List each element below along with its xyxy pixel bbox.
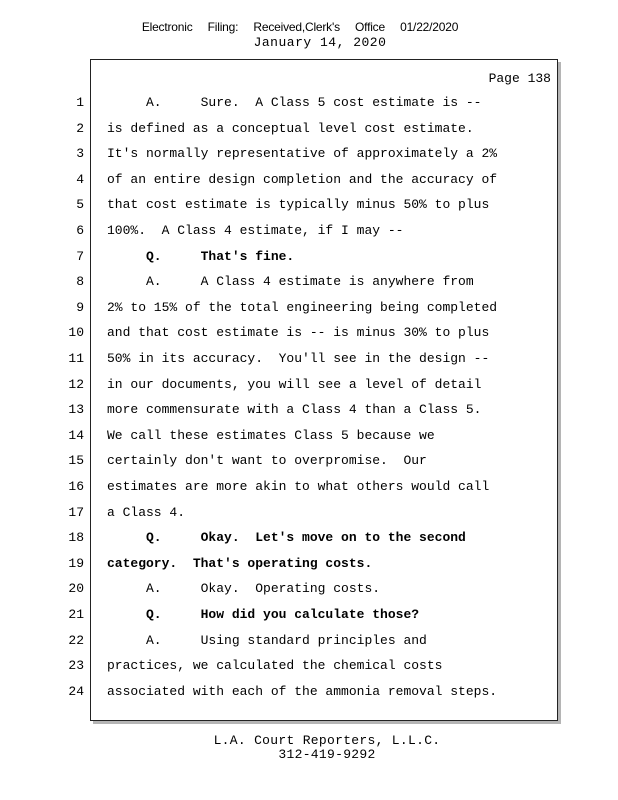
line-number: 16 bbox=[68, 479, 84, 494]
line-number: 13 bbox=[68, 402, 84, 417]
line-number: 17 bbox=[68, 505, 84, 520]
line-number: 7 bbox=[76, 249, 84, 264]
line-number: 8 bbox=[76, 274, 84, 289]
transcript-line: A. Okay. Operating costs. bbox=[107, 581, 381, 596]
page-number: Page 138 bbox=[488, 71, 551, 86]
line-number: 18 bbox=[68, 530, 84, 545]
transcript-line: It's normally representative of approximately a 2% bbox=[107, 146, 498, 161]
transcript-line: We call these estimates Class 5 because we bbox=[107, 428, 435, 443]
transcript-date: January 14, 2020 bbox=[253, 35, 387, 50]
line-number: 20 bbox=[68, 581, 84, 596]
transcript-line: Q. That's fine. bbox=[107, 249, 295, 264]
filing-stamp-part: Received,Clerk's bbox=[253, 20, 340, 34]
transcript-line: 100%. A Class 4 estimate, if I may -- bbox=[107, 223, 404, 238]
transcript-line: is defined as a conceptual level cost estimate. bbox=[107, 121, 474, 136]
transcript-line: and that cost estimate is -- is minus 30% to plus bbox=[107, 325, 490, 340]
line-number: 19 bbox=[68, 556, 84, 571]
filing-stamp-part: Electronic bbox=[141, 20, 193, 34]
line-number: 14 bbox=[68, 428, 84, 443]
transcript-line: a Class 4. bbox=[107, 505, 186, 520]
transcript-line: 50% in its accuracy. You'll see in the design -- bbox=[107, 351, 490, 366]
transcript-line: A. Sure. A Class 5 cost estimate is -- bbox=[107, 95, 482, 110]
filing-stamp bbox=[0, 20, 600, 34]
filing-stamp-part: 01/22/2020 bbox=[400, 20, 459, 34]
transcript-line: estimates are more akin to what others would call bbox=[107, 479, 490, 494]
line-number: 12 bbox=[68, 377, 84, 392]
line-number: 23 bbox=[68, 658, 84, 673]
filing-stamp-part: Filing: bbox=[207, 20, 239, 34]
line-number: 5 bbox=[76, 197, 84, 212]
transcript-line: associated with each of the ammonia removal steps. bbox=[107, 684, 498, 699]
line-number: 10 bbox=[68, 325, 84, 340]
line-number: 24 bbox=[68, 684, 84, 699]
line-number: 4 bbox=[76, 172, 84, 187]
transcript-line: more commensurate with a Class 4 than a Class 5. bbox=[107, 402, 482, 417]
transcript-line: of an entire design completion and the accuracy of bbox=[107, 172, 498, 187]
transcript-line: A. A Class 4 estimate is anywhere from bbox=[107, 274, 474, 289]
reporter-phone: 312-419-9292 bbox=[278, 747, 376, 762]
transcript-line: category. That's operating costs. bbox=[107, 556, 373, 571]
line-number: 15 bbox=[68, 453, 84, 468]
line-number: 2 bbox=[76, 121, 84, 136]
line-number: 22 bbox=[68, 633, 84, 648]
transcript-line: certainly don't want to overpromise. Our bbox=[107, 453, 427, 468]
transcript-line: A. Using standard principles and bbox=[107, 633, 427, 648]
transcript-line: that cost estimate is typically minus 50% to plus bbox=[107, 197, 490, 212]
transcript-line: Q. How did you calculate those? bbox=[107, 607, 420, 622]
line-number: 6 bbox=[76, 223, 84, 238]
line-number: 21 bbox=[68, 607, 84, 622]
line-number: 1 bbox=[76, 95, 84, 110]
transcript-line: Q. Okay. Let's move on to the second bbox=[107, 530, 466, 545]
filing-stamp-part: Office bbox=[355, 20, 385, 34]
reporter-company: L.A. Court Reporters, L.L.C. bbox=[213, 733, 441, 748]
transcript-line: practices, we calculated the chemical costs bbox=[107, 658, 443, 673]
transcript-line: in our documents, you will see a level of detail bbox=[107, 377, 482, 392]
line-number: 11 bbox=[68, 351, 84, 366]
line-number: 9 bbox=[76, 300, 84, 315]
transcript-line: 2% to 15% of the total engineering being completed bbox=[107, 300, 498, 315]
line-number: 3 bbox=[76, 146, 84, 161]
